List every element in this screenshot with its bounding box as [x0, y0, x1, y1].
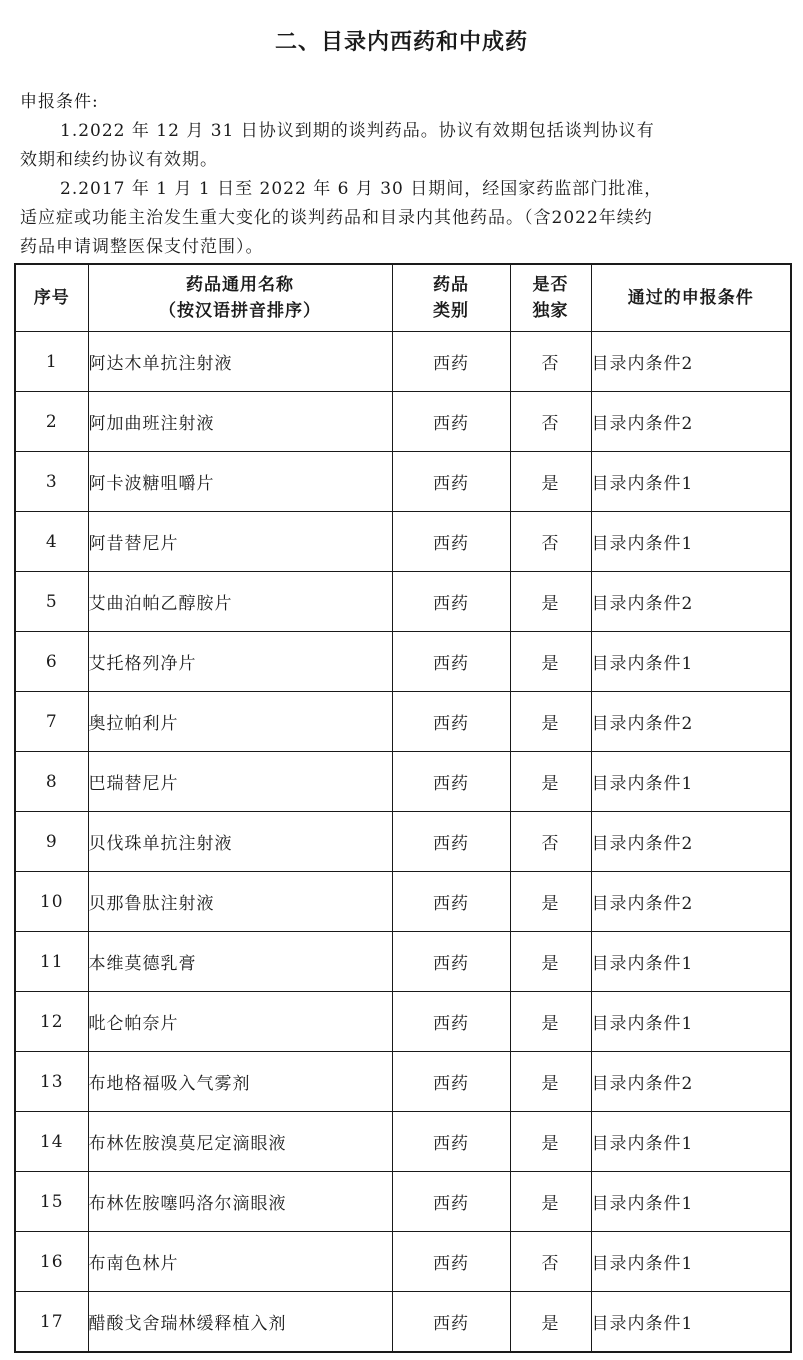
cell-condition: 目录内条件2 — [591, 572, 791, 632]
cell-exclusive: 是 — [510, 692, 591, 752]
cell-condition: 目录内条件1 — [591, 992, 791, 1052]
cell-exclusive: 是 — [510, 752, 591, 812]
cell-exclusive: 是 — [510, 632, 591, 692]
cell-exclusive: 是 — [510, 1292, 591, 1353]
header-drug-name-line-1: 药品通用名称 — [186, 275, 294, 295]
cell-drug-name: 贝伐珠单抗注射液 — [88, 812, 392, 872]
cell-drug-name: 阿昔替尼片 — [88, 512, 392, 572]
page-title: 二、目录内西药和中成药 — [274, 30, 528, 55]
cell-category: 西药 — [392, 692, 510, 752]
cell-drug-name: 艾曲泊帕乙醇胺片 — [88, 572, 392, 632]
condition-2-line-2: 适应症或功能主治发生重大变化的谈判药品和目录内其他药品。（含2022年续约 — [20, 208, 653, 228]
cell-condition: 目录内条件1 — [591, 752, 791, 812]
cell-condition: 目录内条件2 — [591, 872, 791, 932]
cell-drug-name: 本维莫德乳膏 — [88, 932, 392, 992]
header-drug-name — [88, 264, 392, 332]
header-exclusive — [510, 264, 591, 332]
table-row — [15, 932, 791, 992]
cell-seq: 1 — [15, 332, 88, 392]
table-row — [15, 572, 791, 632]
cell-category: 西药 — [392, 1052, 510, 1112]
cell-drug-name: 布林佐胺溴莫尼定滴眼液 — [88, 1112, 392, 1172]
cell-exclusive: 是 — [510, 1112, 591, 1172]
condition-1-line-2: 效期和续约协议有效期。 — [20, 150, 218, 170]
cell-category: 西药 — [392, 332, 510, 392]
cell-exclusive: 是 — [510, 572, 591, 632]
cell-seq: 4 — [15, 512, 88, 572]
cell-category: 西药 — [392, 872, 510, 932]
cell-exclusive: 否 — [510, 512, 591, 572]
cell-condition: 目录内条件1 — [591, 452, 791, 512]
cell-category: 西药 — [392, 992, 510, 1052]
cell-drug-name: 阿达木单抗注射液 — [88, 332, 392, 392]
cell-exclusive: 是 — [510, 992, 591, 1052]
cell-exclusive: 否 — [510, 392, 591, 452]
table-row — [15, 1232, 791, 1292]
cell-condition: 目录内条件2 — [591, 812, 791, 872]
cell-condition: 目录内条件2 — [591, 332, 791, 392]
cell-seq: 14 — [15, 1112, 88, 1172]
cell-condition: 目录内条件1 — [591, 632, 791, 692]
cell-category: 西药 — [392, 1232, 510, 1292]
cell-seq: 7 — [15, 692, 88, 752]
cell-drug-name: 贝那鲁肽注射液 — [88, 872, 392, 932]
cell-exclusive: 否 — [510, 812, 591, 872]
header-category-line-1: 药品 — [433, 275, 469, 295]
header-category-line-2: 类别 — [433, 301, 469, 321]
cell-seq: 13 — [15, 1052, 88, 1112]
cell-category: 西药 — [392, 572, 510, 632]
application-conditions — [20, 88, 790, 262]
cell-seq: 9 — [15, 812, 88, 872]
cell-condition: 目录内条件2 — [591, 692, 791, 752]
cell-exclusive: 是 — [510, 932, 591, 992]
cell-seq: 15 — [15, 1172, 88, 1232]
condition-2-line-3: 药品申请调整医保支付范围）。 — [20, 237, 264, 257]
cell-category: 西药 — [392, 1172, 510, 1232]
condition-1-line-1: 1.2022 年 12 月 31 日协议到期的谈判药品。协议有效期包括谈判协议有 — [60, 121, 655, 141]
table-row — [15, 452, 791, 512]
table-row — [15, 752, 791, 812]
cell-seq: 5 — [15, 572, 88, 632]
cell-seq: 11 — [15, 932, 88, 992]
cell-drug-name: 布林佐胺噻吗洛尔滴眼液 — [88, 1172, 392, 1232]
drug-table — [14, 263, 792, 1353]
cell-category: 西药 — [392, 1112, 510, 1172]
table-row — [15, 1292, 791, 1353]
cell-category: 西药 — [392, 1292, 510, 1353]
header-drug-name-line-2: （按汉语拼音排序） — [159, 301, 321, 321]
cell-condition: 目录内条件2 — [591, 1052, 791, 1112]
cell-seq: 10 — [15, 872, 88, 932]
table-row — [15, 392, 791, 452]
table-row — [15, 632, 791, 692]
cell-exclusive: 否 — [510, 1232, 591, 1292]
table-row — [15, 1172, 791, 1232]
cell-category: 西药 — [392, 392, 510, 452]
cell-condition: 目录内条件1 — [591, 1232, 791, 1292]
cell-drug-name: 巴瑞替尼片 — [88, 752, 392, 812]
table-row — [15, 692, 791, 752]
cell-exclusive: 是 — [510, 452, 591, 512]
cell-seq: 8 — [15, 752, 88, 812]
cell-seq: 16 — [15, 1232, 88, 1292]
cell-seq: 17 — [15, 1292, 88, 1353]
cell-condition: 目录内条件1 — [591, 1172, 791, 1232]
header-category — [392, 264, 510, 332]
table-body — [15, 332, 791, 1353]
cell-drug-name: 布南色林片 — [88, 1232, 392, 1292]
cell-category: 西药 — [392, 812, 510, 872]
cell-condition: 目录内条件1 — [591, 932, 791, 992]
cell-exclusive: 是 — [510, 1052, 591, 1112]
cell-category: 西药 — [392, 932, 510, 992]
table-row — [15, 332, 791, 392]
conditions-heading: 申报条件: — [20, 92, 99, 112]
table-header-row — [15, 264, 791, 332]
table-row — [15, 512, 791, 572]
cell-drug-name: 阿卡波糖咀嚼片 — [88, 452, 392, 512]
table-row — [15, 872, 791, 932]
cell-exclusive: 是 — [510, 872, 591, 932]
cell-condition: 目录内条件1 — [591, 1292, 791, 1353]
cell-category: 西药 — [392, 452, 510, 512]
header-condition: 通过的申报条件 — [591, 264, 791, 332]
cell-condition: 目录内条件1 — [591, 1112, 791, 1172]
condition-2-line-1: 2.2017 年 1 月 1 日至 2022 年 6 月 30 日期间，经国家药监部门批准， — [60, 179, 663, 199]
cell-category: 西药 — [392, 632, 510, 692]
cell-drug-name: 艾托格列净片 — [88, 632, 392, 692]
cell-exclusive: 是 — [510, 1172, 591, 1232]
header-seq: 序号 — [15, 264, 88, 332]
table-row — [15, 1112, 791, 1172]
cell-seq: 3 — [15, 452, 88, 512]
cell-seq: 2 — [15, 392, 88, 452]
cell-condition: 目录内条件1 — [591, 512, 791, 572]
cell-seq: 12 — [15, 992, 88, 1052]
table-row — [15, 1052, 791, 1112]
cell-drug-name: 阿加曲班注射液 — [88, 392, 392, 452]
cell-seq: 6 — [15, 632, 88, 692]
table-row — [15, 812, 791, 872]
cell-drug-name: 吡仑帕奈片 — [88, 992, 392, 1052]
cell-drug-name: 布地格福吸入气雾剂 — [88, 1052, 392, 1112]
cell-category: 西药 — [392, 512, 510, 572]
cell-exclusive: 否 — [510, 332, 591, 392]
cell-category: 西药 — [392, 752, 510, 812]
cell-drug-name: 奥拉帕利片 — [88, 692, 392, 752]
header-exclusive-line-2: 独家 — [532, 301, 569, 321]
table-row — [15, 992, 791, 1052]
cell-condition: 目录内条件2 — [591, 392, 791, 452]
cell-drug-name: 醋酸戈舍瑞林缓释植入剂 — [88, 1292, 392, 1353]
header-exclusive-line-1: 是否 — [532, 275, 569, 295]
